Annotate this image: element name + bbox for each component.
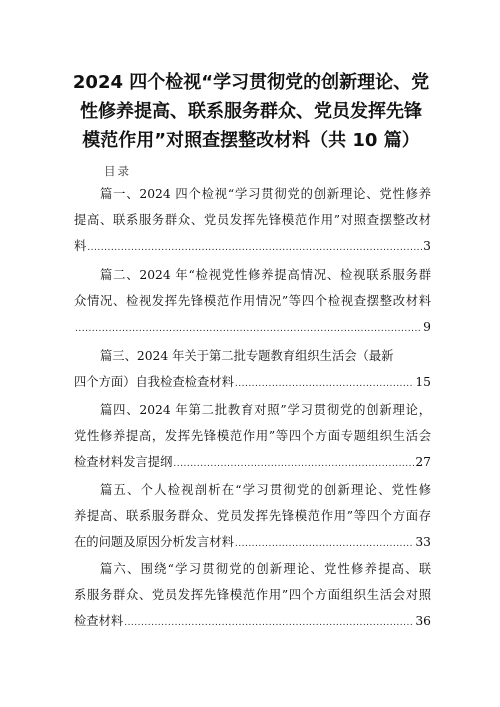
dot-leader — [235, 531, 414, 555]
toc-entry-line: 提高、联系服务群众、党员发挥先锋模范作用”对照查摆整改材 — [74, 213, 431, 227]
toc-entry-line: 篇二、2024 年“检视党性修养提高情况、检视联系服务群 — [100, 268, 431, 282]
title-line: 2024 四个检视“学习贯彻党的创新理论、党 — [72, 72, 430, 93]
toc-entry-line: 系服务群众、党员发挥先锋模范作用”四个方面组织生活会对照 — [74, 588, 431, 602]
toc-heading: 目录 — [104, 164, 131, 178]
dot-leader — [124, 610, 414, 634]
dot-leader — [75, 316, 422, 340]
toc-entry-line: 养提高、联系服务群众、党员发挥先锋模范作用”等四个方面存 — [74, 509, 431, 523]
toc-entry-line: 四个方面）自我检查检查材料 — [74, 375, 234, 389]
toc-entry-leader-line — [74, 608, 431, 634]
toc-entry[interactable] — [74, 343, 431, 395]
toc-entry-leader-line — [74, 449, 431, 475]
toc-entry-leader-line — [74, 369, 431, 395]
toc-entry[interactable] — [74, 556, 431, 634]
title-line: 模范作用”对照查摆整改材料（共 10 篇） — [82, 130, 420, 151]
toc-entry-line: 在的问题及原因分析发言材料 — [74, 535, 234, 549]
toc-entry-line: 检查材料 — [74, 614, 124, 628]
toc-entry-line: 篇三、2024 年关于第二批专题教育组织生活会（最新 — [100, 349, 394, 363]
toc-entry-line: 众情况、检视发挥先锋模范作用情况”等四个检视查摆整改材料 — [74, 294, 431, 308]
toc-entry-line: 料 — [74, 239, 87, 253]
toc-entry[interactable] — [74, 397, 431, 475]
document-title — [70, 68, 432, 155]
toc-page-number: 36 — [415, 614, 431, 628]
toc-page-number: 9 — [423, 320, 431, 334]
toc-entry-line: 党性修养提高，发挥先锋模范作用”等四个方面专题组织生活会 — [74, 429, 431, 443]
toc-entry-line: 篇一、2024 四个检视“学习贯彻党的创新理论、党性修养 — [100, 187, 431, 201]
toc-entry-line: 篇六、围绕“学习贯彻党的创新理论、党性修养提高、联 — [100, 562, 431, 576]
toc-entry[interactable] — [74, 477, 431, 555]
toc-entry-leader-line — [74, 529, 431, 555]
dot-leader — [87, 235, 422, 259]
dot-leader — [235, 371, 414, 395]
toc-entry-line: 检查材料发言提纲 — [74, 455, 173, 469]
toc-page-number: 27 — [415, 455, 431, 469]
toc-page-number: 15 — [415, 375, 431, 389]
toc-entry[interactable] — [74, 262, 431, 340]
title-line: 性修养提高、联系服务群众、党员发挥先锋 — [80, 101, 422, 122]
toc-entry-line: 篇五、个人检视剖析在“学习贯彻党的创新理论、党性修 — [100, 483, 431, 497]
toc-entry-leader-line — [74, 314, 431, 340]
toc-entry-line: 篇四、2024 年第二批教育对照”学习贯彻党的创新理论， — [100, 403, 431, 417]
toc-page-number: 33 — [415, 535, 431, 549]
dot-leader — [173, 451, 414, 475]
toc-entry[interactable] — [74, 181, 431, 259]
toc-entry-leader-line — [74, 233, 431, 259]
toc-page-number: 3 — [423, 239, 431, 253]
